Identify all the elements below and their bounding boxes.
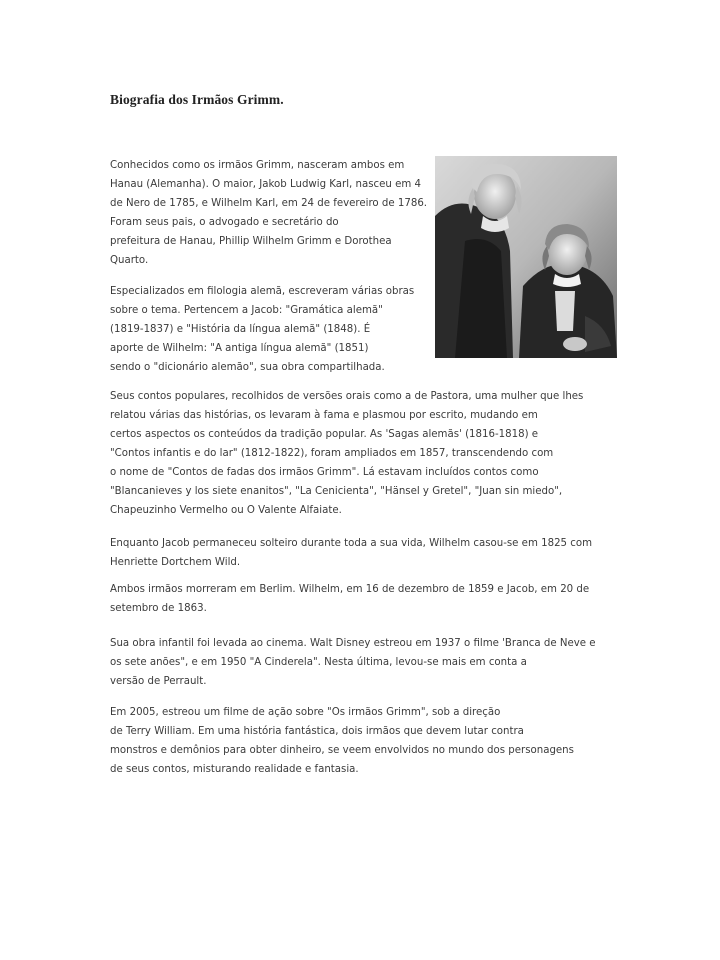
- paragraph-3-line: certos aspectos os conteúdos da tradição popular. As 'Sagas alemãs' (1816-1818) e: [110, 429, 539, 440]
- paragraph-1-line: Quarto.: [110, 255, 149, 266]
- paragraph-7-line: de Terry William. Em uma história fantástica, dois irmãos que devem lutar contra: [110, 726, 524, 737]
- paragraph-3-line: relatou várias das histórias, os levaram à fama e plasmou por escrito, mudando em: [110, 410, 538, 421]
- paragraph-2-line: sobre o tema. Pertencem a Jacob: "Gramática alemã": [110, 305, 383, 316]
- paragraph-2-line: aporte de Wilhelm: "A antiga língua alemã" (1851): [110, 343, 369, 354]
- paragraph-3-line: o nome de "Contos de fadas dos irmãos Grimm". Lá estavam incluídos contos como: [110, 467, 539, 478]
- paragraph-2-line: (1819-1837) e "História da língua alemã" (1848). É: [110, 324, 371, 335]
- paragraph-5-line: setembro de 1863.: [110, 603, 207, 614]
- paragraph-1-line: prefeitura de Hanau, Phillip Wilhelm Grimm e Dorothea: [110, 236, 392, 247]
- paragraph-3-line: Seus contos populares, recolhidos de versões orais como a de Pastora, uma mulher que lhes: [110, 391, 584, 402]
- paragraph-6-line: Sua obra infantil foi levada ao cinema. Walt Disney estreou em 1937 o filme 'Branca de Neve e: [110, 638, 596, 649]
- paragraph-1-line: de Nero de 1785, e Wilhelm Karl, em 24 de fevereiro de 1786.: [110, 198, 428, 209]
- paragraph-2-line: sendo o "dicionário alemão", sua obra compartilhada.: [110, 362, 385, 373]
- paragraph-4-line: Enquanto Jacob permaneceu solteiro durante toda a sua vida, Wilhelm casou-se em 1825 com: [110, 538, 593, 549]
- paragraph-6-line: os sete anões", e em 1950 "A Cinderela". Nesta última, levou-se mais em conta a: [110, 657, 527, 668]
- document-title: Biografia dos Irmãos Grimm.: [110, 92, 284, 107]
- paragraph-1-line: Conhecidos como os irmãos Grimm, nasceram ambos em: [110, 160, 405, 171]
- grimm-brothers-portrait: [435, 156, 617, 358]
- paragraph-5-line: Ambos irmãos morreram em Berlim. Wilhelm, em 16 de dezembro de 1859 e Jacob, em 20 de: [110, 584, 590, 595]
- paragraph-7-line: de seus contos, misturando realidade e fantasia.: [110, 764, 359, 775]
- paragraph-1-line: Hanau (Alemanha). O maior, Jakob Ludwig Karl, nasceu em 4: [110, 179, 421, 190]
- paragraph-1-line: Foram seus pais, o advogado e secretário do: [110, 217, 339, 228]
- paragraph-3-line: "Blancanieves y los siete enanitos", "La Cenicienta", "Hänsel y Gretel", "Juan sin miedo",: [110, 486, 563, 497]
- paragraph-7-line: monstros e demônios para obter dinheiro, se veem envolvidos no mundo dos personagens: [110, 745, 574, 756]
- paragraph-7-line: Em 2005, estreou um filme de ação sobre "Os irmãos Grimm", sob a direção: [110, 707, 501, 718]
- paragraph-4-line: Henriette Dortchem Wild.: [110, 557, 241, 568]
- paragraph-3-line: Chapeuzinho Vermelho ou O Valente Alfaiate.: [110, 505, 342, 516]
- paragraph-6-line: versão de Perrault.: [110, 676, 207, 687]
- paragraph-2-line: Especializados em filologia alemã, escreveram várias obras: [110, 286, 415, 297]
- paragraph-3-line: "Contos infantis e do lar" (1812-1822), foram ampliados em 1857, transcendendo com: [110, 448, 554, 459]
